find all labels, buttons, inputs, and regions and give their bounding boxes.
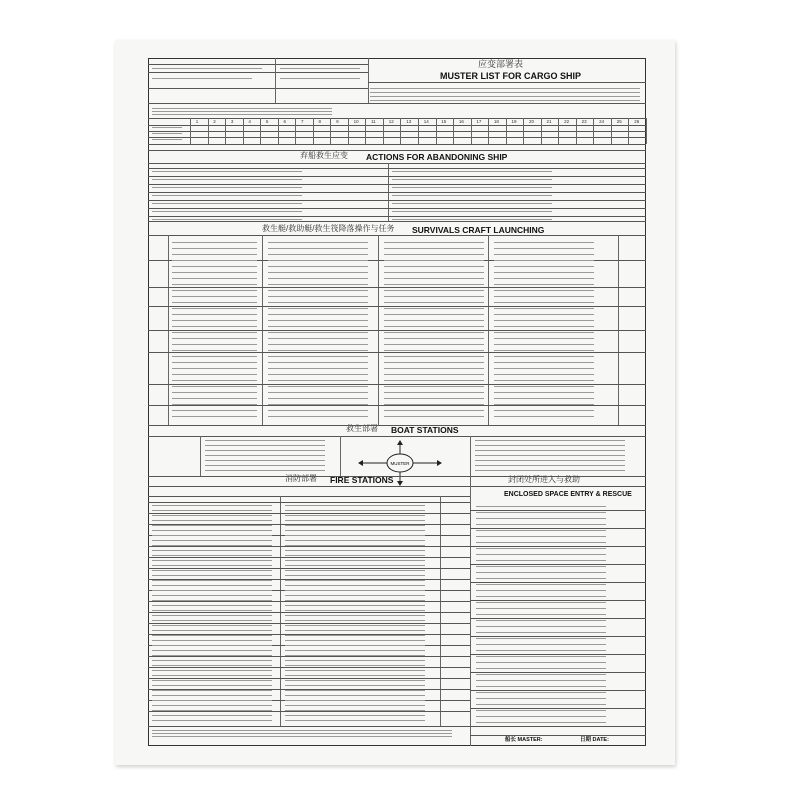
crew-column-number: 10 xyxy=(353,119,359,124)
crew-column-number: 13 xyxy=(406,119,412,124)
crew-column-number: 17 xyxy=(476,119,482,124)
abandon-heading: ACTIONS FOR ABANDONING SHIP xyxy=(366,152,508,162)
crew-column-number: 11 xyxy=(371,119,376,124)
crew-column-number: 14 xyxy=(423,119,429,124)
crew-column-number: 4 xyxy=(248,119,251,124)
crew-column-number: 19 xyxy=(511,119,517,124)
form-title: MUSTER LIST FOR CARGO SHIP xyxy=(440,71,582,81)
launch-heading-cn: 救生艇/救助艇/救生筏降落操作与任务 xyxy=(262,224,395,233)
crew-column-number: 16 xyxy=(458,119,464,124)
crew-column-number: 25 xyxy=(616,119,622,124)
crew-column-number: 12 xyxy=(388,119,394,124)
crew-column-number: 1 xyxy=(195,119,199,124)
crew-column-number: 26 xyxy=(634,119,640,124)
compass-center-label: MUSTER xyxy=(390,461,410,466)
crew-column-number: 23 xyxy=(581,119,587,124)
crew-column-number: 22 xyxy=(564,119,570,124)
launch-heading: SURVIVALS CRAFT LAUNCHING xyxy=(412,225,545,235)
crew-column-number: 3 xyxy=(230,119,234,124)
crew-column-number: 15 xyxy=(441,119,447,124)
enclosed-heading: ENCLOSED SPACE ENTRY & RESCUE xyxy=(504,491,632,498)
crew-column-number: 5 xyxy=(265,119,269,124)
crew-column-number: 20 xyxy=(529,119,535,124)
abandon-heading-cn: 弃船救生应变 xyxy=(300,151,348,160)
crew-column-number: 2 xyxy=(213,119,216,124)
crew-column-number: 18 xyxy=(493,119,499,124)
fire-heading: FIRE STATIONS xyxy=(330,475,394,485)
date-label: 日期 DATE: xyxy=(580,737,609,743)
crew-column-number: 7 xyxy=(301,119,304,124)
crew-column-number: 21 xyxy=(546,119,552,124)
crew-column-number: 9 xyxy=(336,119,339,124)
title-chinese: 应变部署表 xyxy=(478,59,524,69)
fire-heading-cn: 消防部署 xyxy=(285,474,317,483)
crew-column-number: 6 xyxy=(283,119,286,124)
boat-heading-cn: 救生部署 xyxy=(346,424,378,433)
master-signature-label: 船长 MASTER: xyxy=(505,737,543,743)
boat-heading: BOAT STATIONS xyxy=(391,425,459,435)
crew-column-number: 8 xyxy=(318,119,322,124)
crew-column-number: 24 xyxy=(599,119,605,124)
enclosed-heading-cn: 封闭处所进入与救助 xyxy=(508,475,580,484)
